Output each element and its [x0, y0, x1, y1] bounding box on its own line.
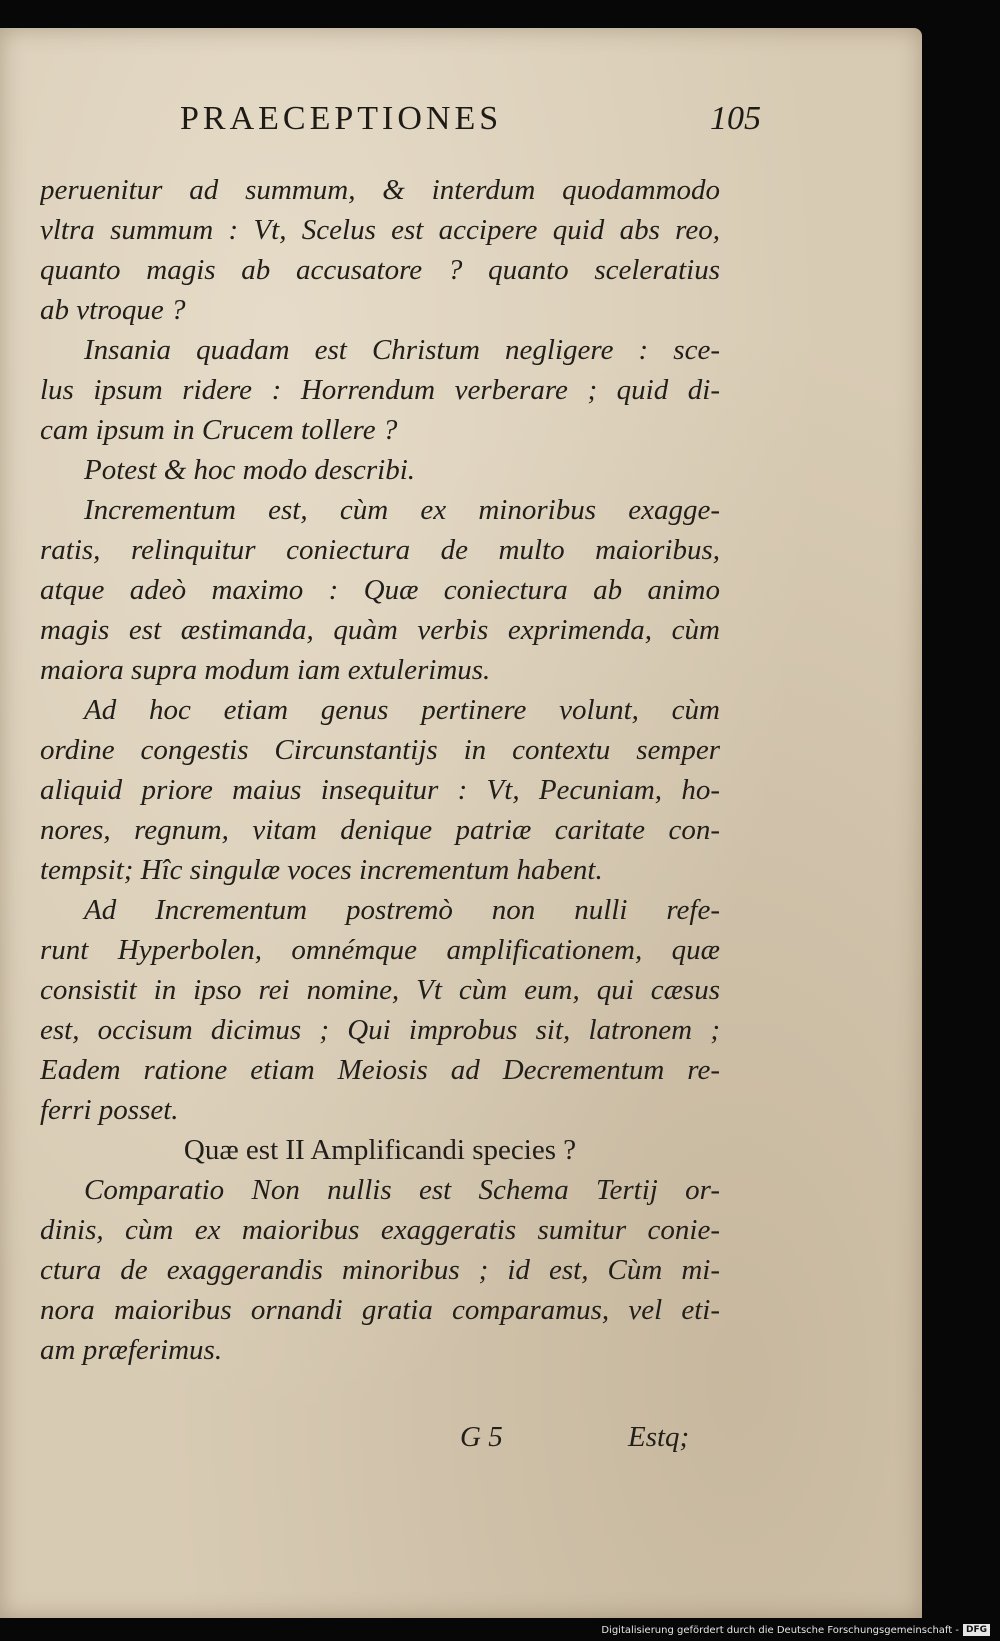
- text-line: Potest & hoc modo describi.: [84, 454, 416, 486]
- text-line: ratis, relinquitur coniectura de multo maioribus,: [40, 534, 720, 566]
- running-title: PRAECEPTIONES: [180, 100, 503, 137]
- body-text: [40, 170, 720, 1370]
- text-line: consistit in ipso rei nomine, Vt cùm eum, qui cæsus: [40, 974, 720, 1006]
- text-line: aliquid priore maius insequitur : Vt, Pecuniam, ho-: [40, 774, 720, 806]
- section-question: Quæ est II Amplificandi species ?: [183, 1134, 577, 1166]
- page-footer: [460, 1421, 720, 1461]
- text-line: maiora supra modum iam extulerimus.: [40, 654, 491, 686]
- text-line: ctura de exaggerandis minoribus ; id est, Cùm mi-: [40, 1254, 720, 1286]
- text-line: Insania quadam est Christum negligere : sce-: [84, 334, 720, 366]
- digitization-credit: [601, 1622, 990, 1638]
- text-line: magis est æstimanda, quàm verbis exprimenda, cùm: [40, 614, 720, 646]
- text-line: atque adeò maximo : Quæ coniectura ab animo: [40, 574, 720, 606]
- text-line: Ad Incrementum postremò non nulli refe-: [84, 894, 720, 926]
- signature-mark: G 5: [460, 1421, 503, 1453]
- text-line: dinis, cùm ex maioribus exaggeratis sumitur conie-: [40, 1214, 720, 1246]
- page-number: 105: [710, 100, 761, 137]
- text-line: cam ipsum in Crucem tollere ?: [40, 414, 398, 446]
- text-line: nores, regnum, vitam denique patriæ caritate con-: [40, 814, 720, 846]
- catchword: Estq;: [628, 1421, 690, 1453]
- text-line: ab vtroque ?: [40, 294, 186, 326]
- dfg-logo-icon: DFG: [963, 1624, 990, 1636]
- book-page: [0, 28, 922, 1618]
- text-line: am præferimus.: [40, 1334, 223, 1366]
- text-line: Ad hoc etiam genus pertinere volunt, cùm: [84, 694, 720, 726]
- text-line: lus ipsum ridere : Horrendum verberare ; quid di-: [40, 374, 720, 406]
- text-line: ordine congestis Circunstantijs in contextu semper: [40, 734, 720, 766]
- text-line: runt Hyperbolen, omnémque amplificationem, quæ: [40, 934, 720, 966]
- text-line: est, occisum dicimus ; Qui improbus sit, latronem ;: [40, 1014, 720, 1046]
- text-line: tempsit; Hîc singulæ voces incrementum habent.: [40, 854, 603, 886]
- credit-text: Digitalisierung gefördert durch die Deutsche Forschungsgemeinschaft -: [601, 1624, 959, 1636]
- text-line: Incrementum est, cùm ex minoribus exagge-: [84, 494, 720, 526]
- text-line: vltra summum : Vt, Scelus est accipere quid abs reo,: [40, 214, 720, 246]
- text-line: quanto magis ab accusatore ? quanto sceleratius: [40, 254, 720, 286]
- text-line: peruenitur ad summum, & interdum quodammodo: [40, 174, 720, 206]
- running-header: [180, 100, 780, 150]
- text-line: ferri posset.: [40, 1094, 179, 1126]
- text-line: nora maioribus ornandi gratia comparamus, vel eti-: [40, 1294, 720, 1326]
- text-line: Comparatio Non nullis est Schema Tertij or-: [84, 1174, 720, 1206]
- text-line: Eadem ratione etiam Meiosis ad Decrementum re-: [40, 1054, 720, 1086]
